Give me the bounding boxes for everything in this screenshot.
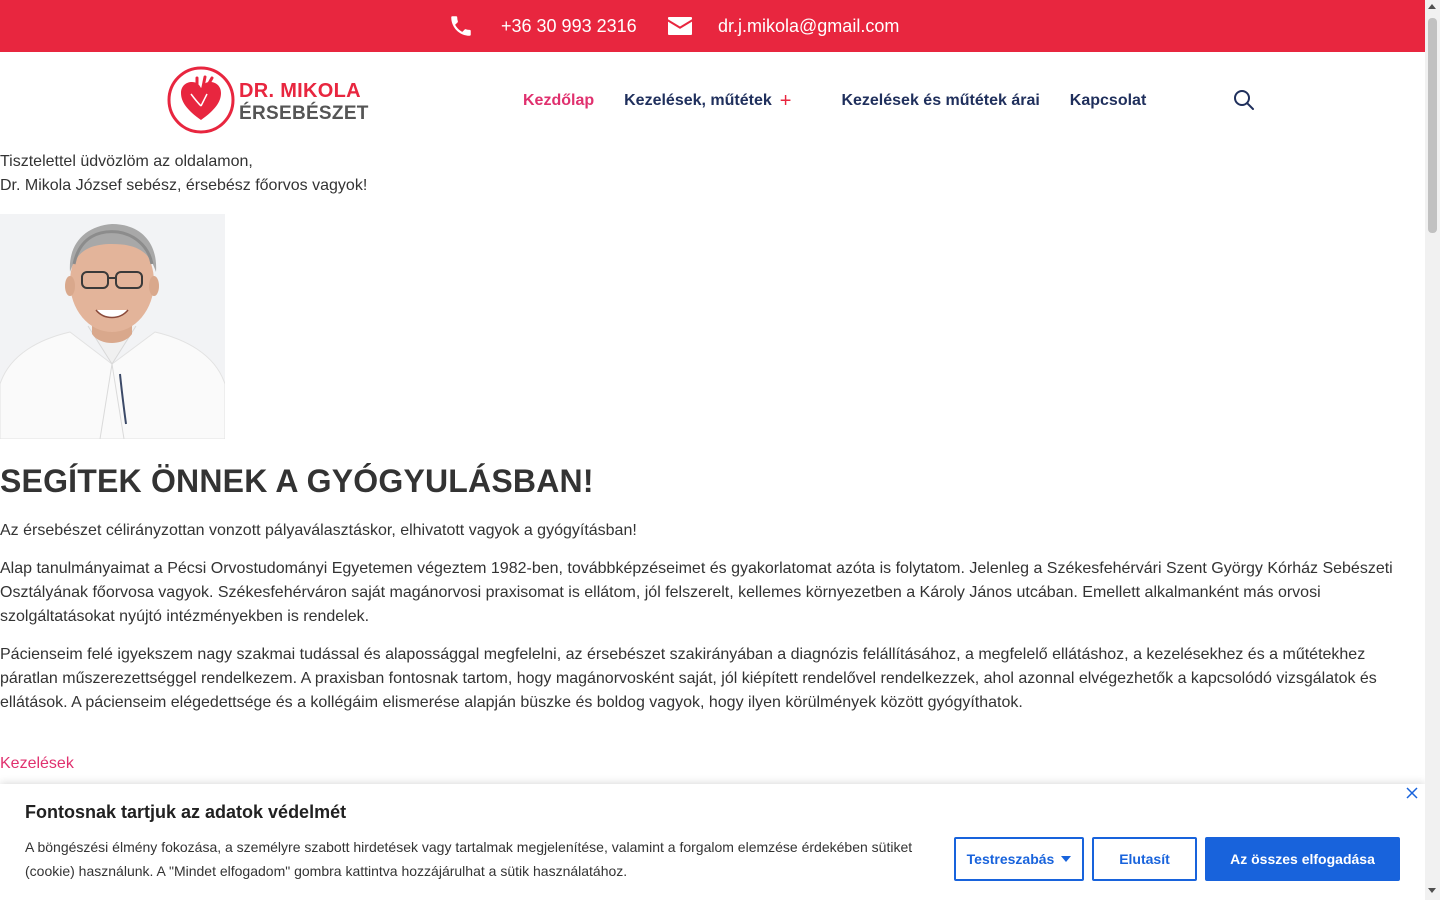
caret-down-icon xyxy=(1061,856,1071,862)
page-scrollbar[interactable] xyxy=(1425,0,1440,900)
cookie-consent-banner xyxy=(0,784,1425,900)
email-link[interactable]: dr.j.mikola@gmail.com xyxy=(718,15,900,36)
page-headline: SEGÍTEK ÖNNEK A GYÓGYULÁSBAN! xyxy=(0,463,594,499)
close-icon[interactable] xyxy=(1405,786,1419,800)
scroll-down-arrow-icon[interactable] xyxy=(1428,888,1436,893)
main-content xyxy=(0,150,1425,773)
customize-button[interactable] xyxy=(954,837,1084,881)
logo-subtitle: ÉRSEBÉSZET xyxy=(239,103,369,124)
main-navigation xyxy=(523,52,1146,150)
scrollbar-thumb[interactable] xyxy=(1428,18,1437,233)
top-contact-bar xyxy=(0,0,1425,52)
customize-button-label: Testreszabás xyxy=(966,851,1055,867)
nav-item-prices[interactable]: Kezelések és műtétek árai xyxy=(841,92,1040,109)
nav-item-treatments[interactable] xyxy=(624,90,811,113)
submenu-plus-icon[interactable]: + xyxy=(779,89,792,112)
cookie-banner-text: A böngészési élmény fokozása, a személyre szabott hirdetések vagy tartalmak megjelenítése, valamint a forgalom elemzése érdekében sütiket (cookie) használunk. A "Mindet elfogadom" gombra kattintva hozzájárulhat a sütik használatához. xyxy=(25,839,913,879)
accept-all-button[interactable]: Az összes elfogadása xyxy=(1205,837,1400,881)
intro-paragraph-1: Az érsebészet célirányzottan vonzott pályaválasztáskor, elhivatott vagyok a gyógyításban! xyxy=(0,522,637,539)
intro-paragraph-3: Pácienseim felé igyekszem nagy szakmai tudással és alapossággal megfelelni, az érsebészet szakirányában a diagnózis felállításához, a megfelelő ellátáshoz, a kezelésekhez és a műtétekhez páratlan műszerezettséggel rendelkezem. A praxisban fontosnak tartom, hogy magánorvosként saját, jól kiépített rendelővel rendelkezzek, ahol azonnal elvégezhetők a kapcsolódó vizsgálatok és ellátások. A pácienseim elégedettsége és a kollégáim elismerése alapján büszke és boldog vagyok, hogy ilyen körülmények között gyógyíthatok. xyxy=(0,646,1377,711)
nav-item-contact[interactable]: Kapcsolat xyxy=(1069,92,1147,109)
treatments-section-link[interactable]: Kezelések xyxy=(0,755,74,772)
phone-number-link[interactable]: +36 30 993 2316 xyxy=(501,15,637,36)
intro-paragraph-2: Alap tanulmányaimat a Pécsi Orvostudományi Egyetemen végeztem 1982-ben, továbbképzéseimet és gyakorlatomat azóta is folytatom. Jelenleg a Székesfehérvári Szent György Kórház Sebészeti Osztályának főorvosa vagyok. Székesfehérváron saját magánorvosi praxisomat is ellátom, jól felszerelt, kellemes környezetben a Károly János utcában. Emellett alkalmanként más orvosi szolgáltatásokat nyújtó intézményekben is rendelek. xyxy=(0,560,1393,625)
heart-icon xyxy=(167,66,235,139)
logo-title: DR. MIKOLA xyxy=(239,80,361,102)
nav-item-treatments-label: Kezelések, műtétek xyxy=(624,92,772,109)
envelope-icon[interactable] xyxy=(667,0,693,52)
nav-item-home[interactable]: Kezdőlap xyxy=(523,92,595,109)
phone-icon[interactable] xyxy=(447,0,475,52)
site-logo[interactable] xyxy=(167,66,367,138)
scroll-up-arrow-icon[interactable] xyxy=(1428,4,1436,9)
doctor-portrait-image xyxy=(0,214,225,439)
greeting-line-1: Tisztelettel üdvözlöm az oldalamon, xyxy=(0,153,253,170)
search-icon[interactable] xyxy=(1233,89,1255,116)
cookie-banner-title: Fontosnak tartjuk az adatok védelmét xyxy=(25,802,347,822)
site-header xyxy=(0,52,1425,150)
greeting-line-2: Dr. Mikola József sebész, érsebész főorvos vagyok! xyxy=(0,177,368,194)
reject-button[interactable]: Elutasít xyxy=(1092,837,1197,881)
